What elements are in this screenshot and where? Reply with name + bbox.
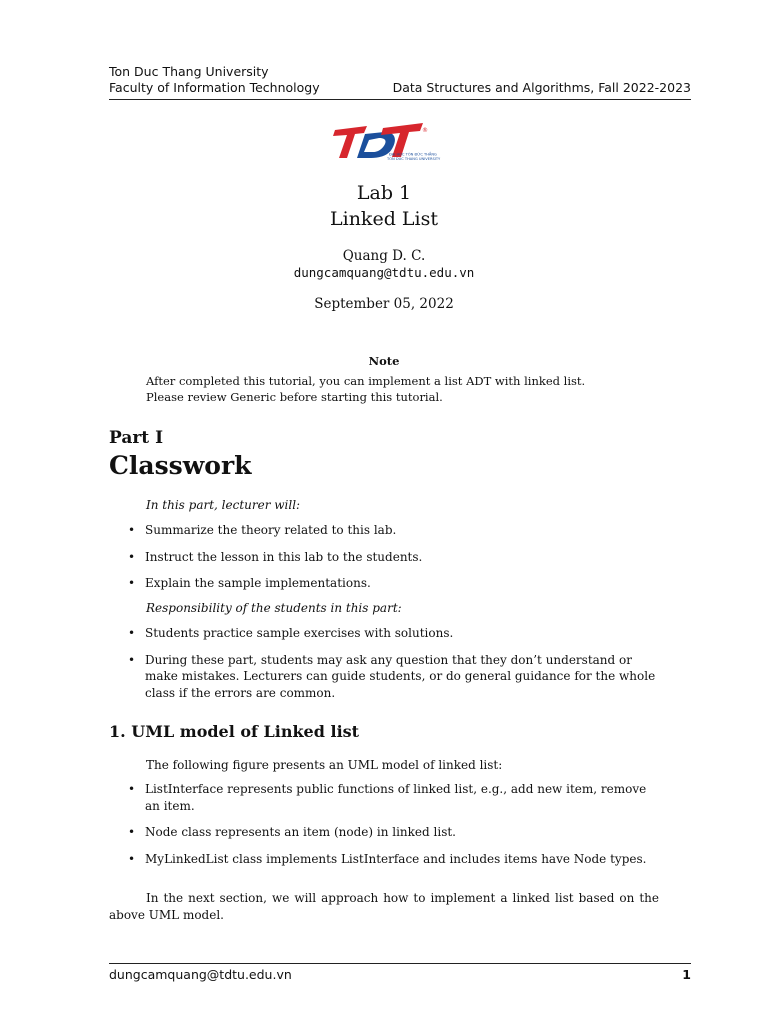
list-item: • MyLinkedList class implements ListInterface and includes items have Node types. [128, 851, 660, 868]
list-item: • Students practice sample exercises with solutions. [128, 625, 660, 642]
author-name: Quang D. C. [342, 248, 426, 264]
document-date: September 05, 2022 [314, 296, 454, 312]
list-item: • ListInterface represents public functions of linked list, e.g., add new item, remove an item. [128, 781, 660, 814]
uml-list [128, 781, 660, 867]
section-intro [109, 757, 659, 774]
tdt-logo [333, 120, 441, 162]
list-item: • Node class represents an item (node) in linked list. [128, 824, 660, 841]
logo-subtitle-en: TON DUC THANG UNIVERSITY [387, 157, 441, 161]
section-intro-text: The following figure presents an UML model of linked list: [146, 758, 503, 772]
section-closing-text: In the next section, we will approach how to implement a linked list based on the above UML model. [109, 891, 659, 922]
header-divider [109, 99, 691, 100]
list-item: • Instruct the lesson in this lab to the students. [128, 549, 660, 566]
footer-email: dungcamquang@tdtu.edu.vn [109, 967, 292, 982]
logo-subtitle-vn: ĐẠI HỌC TÔN ĐỨC THẮNG [389, 152, 437, 157]
lab-subject: Linked List [330, 208, 438, 230]
student-list [128, 625, 660, 701]
footer-divider [109, 963, 691, 964]
author-email: dungcamquang@tdtu.edu.vn [293, 265, 475, 280]
list-item: • Explain the sample implementations. [128, 575, 660, 592]
lecturer-list [128, 522, 660, 592]
course-name: Data Structures and Algorithms, Fall 2022-2023 [392, 80, 691, 95]
list-item: • During these part, students may ask any question that they don’t understand or make mistakes. Lecturers can guide students, or do general guidance for the whole class if the errors are common. [128, 652, 660, 702]
part-label: Part I [109, 428, 164, 448]
note-body: After completed this tutorial, you can implement a list ADT with linked list. Please review Generic before starting this tutorial. [146, 374, 586, 404]
registered-mark: ® [422, 127, 428, 134]
list-item: • Summarize the theory related to this lab. [128, 522, 660, 539]
students-intro: Responsibility of the students in this part: [146, 601, 402, 615]
university-name: Ton Duc Thang University [109, 64, 269, 79]
page-header-left [109, 64, 320, 96]
section-closing [109, 890, 659, 923]
lecturer-intro: In this part, lecturer will: [146, 498, 301, 512]
note-heading: Note [368, 354, 400, 368]
part-title: Classwork [109, 451, 252, 480]
section-heading: 1. UML model of Linked list [109, 722, 360, 741]
page-number: 1 [682, 967, 691, 982]
faculty-name: Faculty of Information Technology [109, 80, 320, 95]
lab-number: Lab 1 [356, 182, 412, 204]
document-title [109, 180, 659, 232]
